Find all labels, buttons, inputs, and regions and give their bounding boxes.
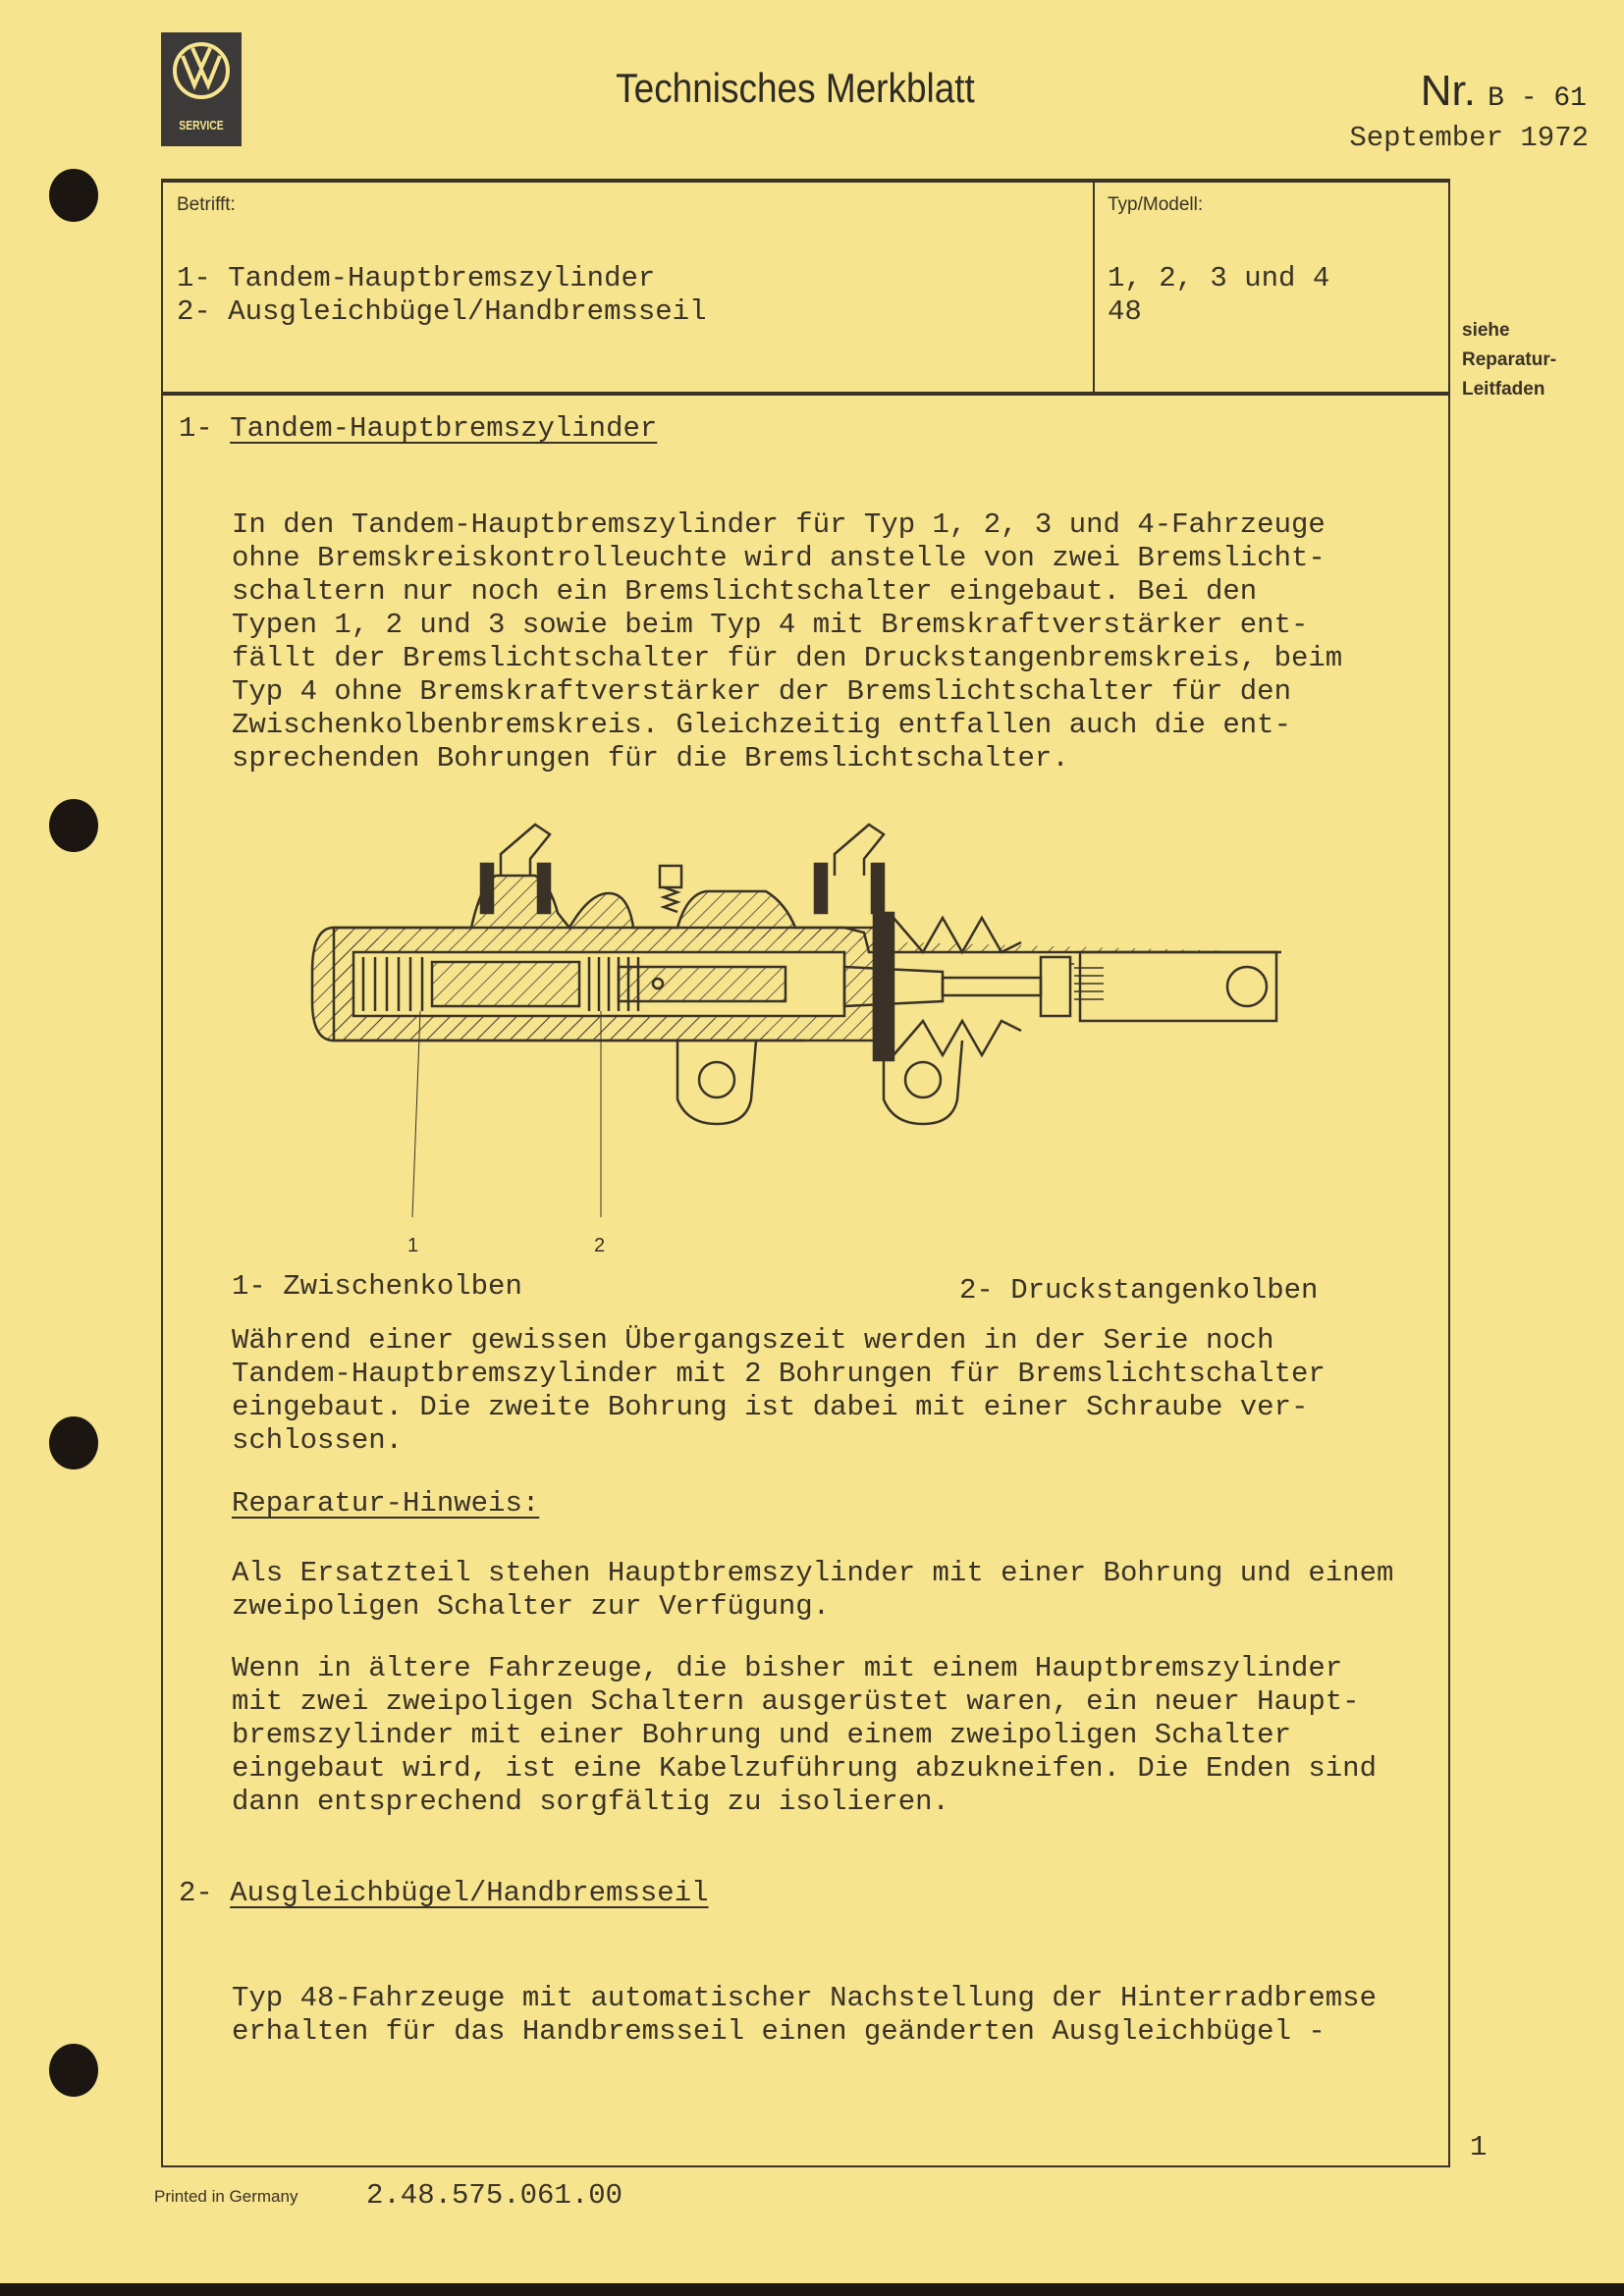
footer-code: 2.48.575.061.00 (366, 2179, 623, 2212)
punch-hole (49, 799, 98, 852)
legend-item-1: 1- Zwischenkolben (232, 1270, 522, 1303)
side-note-line: Reparatur- (1462, 349, 1557, 370)
nr-value: B - 61 (1488, 83, 1587, 114)
model-item-2: 48 (1108, 295, 1142, 328)
document-number (1421, 67, 1587, 116)
text-line: Als Ersatzteil stehen Hauptbremszylinder mit einer Bohrung und einem (232, 1557, 1394, 1589)
text-line: dann entsprechend sorgfältig zu isolieren. (232, 1786, 949, 1818)
frame-top (161, 179, 1449, 183)
page-number: 1 (1470, 2131, 1488, 2163)
text-line: schlossen. (232, 1424, 404, 1457)
nr-label: Nr. (1420, 67, 1476, 115)
section-2-heading (179, 1877, 709, 1910)
text-line: Typen 1, 2 und 3 sowie beim Typ 4 mit Bremskraftverstärker ent- (232, 609, 1309, 641)
frame-bottom (161, 2165, 1449, 2167)
subject-label: Betrifft: (177, 194, 236, 215)
frame-left (161, 179, 163, 2167)
punch-hole (49, 2044, 98, 2097)
footer-printed: Printed in Germany (154, 2187, 298, 2206)
subject-item-2: 2- Ausgleichbügel/Handbremsseil (177, 295, 707, 328)
text-line: zweipoligen Schalter zur Verfügung. (232, 1590, 831, 1623)
logo-text: SERVICE (179, 118, 224, 133)
section-1-paragraph-2 (232, 1324, 1326, 1458)
legend-item-2: 2- Druckstangenkolben (959, 1274, 1319, 1307)
repair-hint-paragraph-2 (232, 1652, 1377, 1819)
text-line: sprechenden Bohrungen für die Bremslichtschalter. (232, 742, 1069, 774)
text-line: Tandem-Hauptbremszylinder mit 2 Bohrungen für Bremslichtschalter (232, 1358, 1326, 1390)
section-number: 2- (179, 1877, 213, 1909)
repair-hint-heading: Reparatur-Hinweis: (232, 1487, 540, 1520)
model-label: Typ/Modell: (1108, 194, 1204, 215)
document-date: September 1972 (1349, 122, 1589, 154)
text-line: schaltern nur noch ein Bremslichtschalter eingebaut. Bei den (232, 575, 1258, 608)
frame-right (1448, 179, 1450, 2167)
text-line: ohne Bremskreiskontrolleuchte wird anstelle von zwei Bremslicht- (232, 542, 1326, 574)
brake-master-cylinder-diagram (295, 805, 1335, 1276)
text-line: eingebaut wird, ist eine Kabelzuführung abzukneifen. Die Enden sind (232, 1752, 1377, 1785)
section-title: Ausgleichbügel/Handbremsseil (230, 1877, 709, 1909)
section-title: Tandem-Hauptbremszylinder (230, 412, 658, 445)
repair-hint-paragraph-1 (232, 1557, 1393, 1624)
text-line: fällt der Bremslichtschalter für den Druckstangenbremskreis, beim (232, 642, 1343, 674)
side-note-line: Leitfaden (1462, 379, 1545, 400)
text-line: bremszylinder mit einer Bohrung und einem zweipoligen Schalter (232, 1719, 1291, 1751)
callout-2: 2 (594, 1235, 606, 1256)
text-line: Typ 4 ohne Bremskraftverstärker der Bremslichtschalter für den (232, 675, 1291, 708)
document-title: Technisches Merkblatt (616, 65, 975, 111)
text-line: Wenn in ältere Fahrzeuge, die bisher mit einem Hauptbremszylinder (232, 1652, 1343, 1684)
model-item-1: 1, 2, 3 und 4 (1108, 262, 1330, 294)
section-1-heading (179, 412, 657, 446)
side-note-line: siehe (1462, 320, 1510, 341)
text-line: erhalten für das Handbremsseil einen geänderten Ausgleichbügel - (232, 2015, 1326, 2048)
vw-logo-icon (171, 40, 232, 101)
frame-divider (161, 392, 1449, 396)
text-line: Zwischenkolbenbremskreis. Gleichzeitig entfallen auch die ent- (232, 709, 1291, 741)
frame-column-divider (1093, 179, 1095, 394)
punch-hole (49, 169, 98, 222)
section-1-paragraph (232, 508, 1342, 775)
scan-edge (0, 2283, 1624, 2296)
text-line: mit zwei zweipoligen Schaltern ausgerüstet waren, ein neuer Haupt- (232, 1685, 1360, 1718)
punch-hole (49, 1416, 98, 1469)
section-number: 1- (179, 412, 213, 445)
text-line: Typ 48-Fahrzeuge mit automatischer Nachstellung der Hinterradbremse (232, 1982, 1377, 2014)
side-note (1462, 316, 1556, 404)
text-line: In den Tandem-Hauptbremszylinder für Typ 1, 2, 3 und 4-Fahrzeuge (232, 508, 1326, 541)
subject-item-1: 1- Tandem-Hauptbremszylinder (177, 262, 656, 294)
text-line: eingebaut. Die zweite Bohrung ist dabei mit einer Schraube ver- (232, 1391, 1309, 1423)
text-line: Während einer gewissen Übergangszeit werden in der Serie noch (232, 1324, 1274, 1357)
callout-1: 1 (407, 1235, 419, 1256)
vw-service-logo (161, 32, 242, 146)
section-2-paragraph (232, 1982, 1377, 2049)
